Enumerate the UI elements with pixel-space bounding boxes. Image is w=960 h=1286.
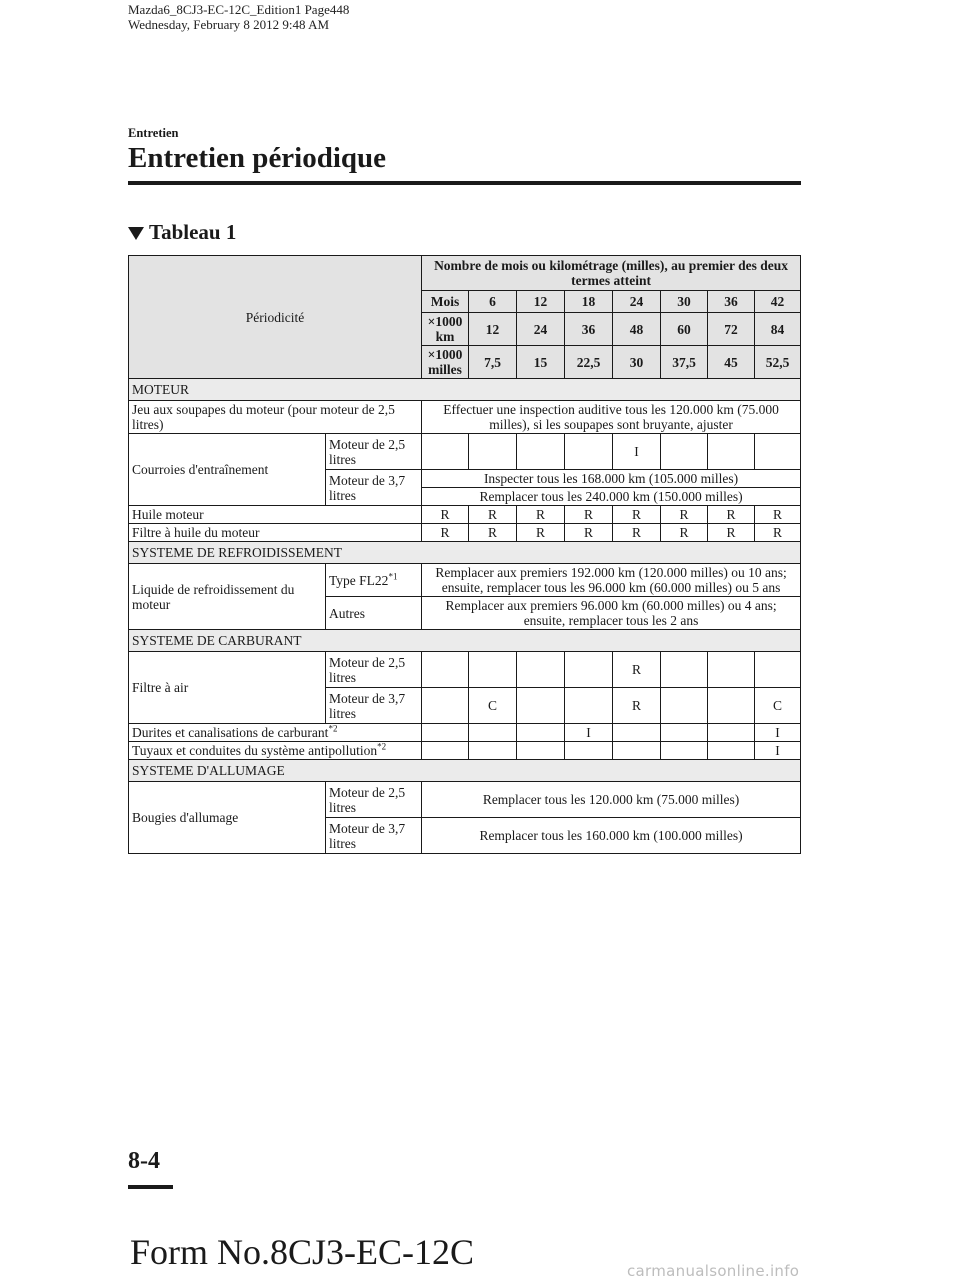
- category-carburant: SYSTEME DE CARBURANT: [129, 630, 801, 652]
- header-cell: 30: [613, 346, 661, 379]
- row-filtre-air-25: [129, 652, 801, 688]
- title-rule: [128, 181, 801, 185]
- autres-label: Autres: [326, 597, 422, 630]
- category-row-carburant: [129, 630, 801, 652]
- huile-moteur-label: Huile moteur: [129, 506, 422, 524]
- header-cell: 6: [469, 291, 517, 313]
- tuyaux-text: Tuyaux et conduites du système antipollution: [132, 743, 378, 758]
- header-label-km: ×1000 km: [422, 313, 469, 346]
- durites-mark: I: [755, 724, 801, 742]
- filtre-huile-mark: R: [708, 524, 755, 542]
- huile-mark: R: [661, 506, 708, 524]
- header-cell: 60: [661, 313, 708, 346]
- interval-cell: [517, 434, 565, 470]
- moteur-25-label: Moteur de 2,5 litres: [326, 434, 422, 470]
- huile-mark: R: [517, 506, 565, 524]
- interval-cell: [565, 652, 613, 688]
- courroies-25-mark: I: [613, 434, 661, 470]
- huile-mark: R: [613, 506, 661, 524]
- row-jeu-soupapes: [129, 401, 801, 434]
- header-cell: 24: [613, 291, 661, 313]
- bougies-label: Bougies d'allumage: [129, 782, 326, 854]
- header-cell: 7,5: [469, 346, 517, 379]
- interval-cell: [661, 434, 708, 470]
- table-heading-text: Tableau 1: [149, 220, 237, 244]
- header-cell: 18: [565, 291, 613, 313]
- bougies-37-instruction: Remplacer tous les 160.000 km (100.000 milles): [422, 818, 801, 854]
- filtre-huile-mark: R: [613, 524, 661, 542]
- category-row-moteur: [129, 379, 801, 401]
- moteur-37-label: Moteur de 3,7 litres: [326, 688, 422, 724]
- header-label-mois: Mois: [422, 291, 469, 313]
- header-cell: 22,5: [565, 346, 613, 379]
- huile-mark: R: [565, 506, 613, 524]
- header-cell: 45: [708, 346, 755, 379]
- tuyaux-mark: I: [755, 742, 801, 760]
- autres-instruction: Remplacer aux premiers 96.000 km (60.000 milles) ou 4 ans; ensuite, remplacer tous les 2 ans: [422, 597, 801, 630]
- moteur-25-label: Moteur de 2,5 litres: [326, 782, 422, 818]
- footnote-2: *2: [328, 723, 338, 734]
- row-courroies-25: [129, 434, 801, 470]
- filtre-air-37-mark: C: [469, 688, 517, 724]
- periodicite-cell: Périodicité: [129, 256, 422, 379]
- category-row-refroidissement: [129, 542, 801, 564]
- row-tuyaux: [129, 742, 801, 760]
- watermark: carmanualsonline.info: [627, 1262, 800, 1280]
- footnote-1: *1: [388, 571, 398, 581]
- interval-cell: [613, 724, 661, 742]
- header-cell: 84: [755, 313, 801, 346]
- header-cell: 37,5: [661, 346, 708, 379]
- filtre-huile-label: Filtre à huile du moteur: [129, 524, 422, 542]
- durites-label: [129, 724, 422, 742]
- filtre-huile-mark: R: [755, 524, 801, 542]
- interval-cell: [422, 434, 469, 470]
- category-refroidissement: SYSTEME DE REFROIDISSEMENT: [129, 542, 801, 564]
- interval-cell: [708, 688, 755, 724]
- interval-cell: [469, 724, 517, 742]
- interval-cell: [661, 652, 708, 688]
- interval-cell: [565, 742, 613, 760]
- durites-text: Durites et canalisations de carburant: [132, 725, 329, 740]
- print-header: [128, 2, 349, 32]
- filtre-huile-mark: R: [422, 524, 469, 542]
- footnote-2: *2: [377, 741, 387, 752]
- filtre-huile-mark: R: [565, 524, 613, 542]
- huile-mark: R: [422, 506, 469, 524]
- page-number-rule: [128, 1185, 173, 1189]
- category-row-allumage: [129, 760, 801, 782]
- courroies-37-inspect: Inspecter tous les 168.000 km (105.000 milles): [422, 470, 801, 488]
- filtre-huile-mark: R: [517, 524, 565, 542]
- interval-cell: [422, 652, 469, 688]
- type-fl22-label: [326, 564, 422, 597]
- interval-cell: [708, 652, 755, 688]
- jeu-soupapes-label: Jeu aux soupapes du moteur (pour moteur de 2,5 litres): [129, 401, 422, 434]
- moteur-37-label: Moteur de 3,7 litres: [326, 818, 422, 854]
- header-cell: 12: [469, 313, 517, 346]
- filtre-air-25-mark: R: [613, 652, 661, 688]
- interval-cell: [613, 742, 661, 760]
- header-cell: 48: [613, 313, 661, 346]
- interval-cell: [422, 688, 469, 724]
- interval-cell: [469, 742, 517, 760]
- header-cell: 52,5: [755, 346, 801, 379]
- maintenance-table: [128, 255, 801, 854]
- interval-cell: [517, 742, 565, 760]
- table-heading: [128, 220, 236, 245]
- jeu-soupapes-instruction: Effectuer une inspection auditive tous les 120.000 km (75.000 milles), si les soupapes sont bruyante, ajuster: [422, 401, 801, 434]
- row-filtre-huile: [129, 524, 801, 542]
- moteur-37-label: Moteur de 3,7 litres: [326, 470, 422, 506]
- section-label: Entretien: [128, 126, 179, 140]
- row-durites: [129, 724, 801, 742]
- filtre-air-37-mark: C: [755, 688, 801, 724]
- category-moteur: MOTEUR: [129, 379, 801, 401]
- row-huile-moteur: [129, 506, 801, 524]
- header-cell: 36: [565, 313, 613, 346]
- tuyaux-label: [129, 742, 422, 760]
- header-cell: 24: [517, 313, 565, 346]
- page-number: 8-4: [128, 1148, 160, 1174]
- header-row-interval: [129, 256, 801, 291]
- header-cell: 30: [661, 291, 708, 313]
- header-cell: 42: [755, 291, 801, 313]
- interval-header-cell: Nombre de mois ou kilométrage (milles), au premier des deux termes atteint: [422, 256, 801, 291]
- bougies-25-instruction: Remplacer tous les 120.000 km (75.000 milles): [422, 782, 801, 818]
- row-bougies-25: [129, 782, 801, 818]
- interval-cell: [517, 724, 565, 742]
- interval-cell: [755, 652, 801, 688]
- interval-cell: [517, 688, 565, 724]
- courroies-label: Courroies d'entraînement: [129, 434, 326, 506]
- interval-cell: [708, 724, 755, 742]
- interval-cell: [708, 742, 755, 760]
- header-cell: 15: [517, 346, 565, 379]
- liquide-label: Liquide de refroidissement du moteur: [129, 564, 326, 630]
- interval-cell: [422, 742, 469, 760]
- print-header-date: Wednesday, February 8 2012 9:48 AM: [128, 17, 330, 32]
- courroies-37-replace: Remplacer tous les 240.000 km (150.000 milles): [422, 488, 801, 506]
- category-allumage: SYSTEME D'ALLUMAGE: [129, 760, 801, 782]
- interval-cell: [661, 724, 708, 742]
- huile-mark: R: [469, 506, 517, 524]
- interval-cell: [661, 688, 708, 724]
- interval-cell: [661, 742, 708, 760]
- interval-cell: [755, 434, 801, 470]
- header-cell: 12: [517, 291, 565, 313]
- fl22-instruction: Remplacer aux premiers 192.000 km (120.000 milles) ou 10 ans; ensuite, remplacer tous les 96.000 km (60.000 milles) ou 5 ans: [422, 564, 801, 597]
- header-cell: 36: [708, 291, 755, 313]
- interval-cell: [708, 434, 755, 470]
- type-fl22-text: Type FL22: [329, 572, 389, 588]
- interval-cell: [469, 652, 517, 688]
- filtre-air-37-mark: R: [613, 688, 661, 724]
- interval-cell: [565, 434, 613, 470]
- durites-mark: I: [565, 724, 613, 742]
- form-number: Form No.8CJ3-EC-12C: [130, 1232, 475, 1272]
- huile-mark: R: [755, 506, 801, 524]
- row-liquide-fl22: [129, 564, 801, 597]
- header-cell: 72: [708, 313, 755, 346]
- interval-cell: [565, 688, 613, 724]
- filtre-huile-mark: R: [469, 524, 517, 542]
- moteur-25-label: Moteur de 2,5 litres: [326, 652, 422, 688]
- triangle-down-icon: [128, 227, 144, 240]
- interval-cell: [422, 724, 469, 742]
- print-header-file: Mazda6_8CJ3-EC-12C_Edition1 Page448: [128, 2, 350, 17]
- huile-mark: R: [708, 506, 755, 524]
- header-label-milles: ×1000 milles: [422, 346, 469, 379]
- interval-cell: [517, 652, 565, 688]
- page-title: Entretien périodique: [128, 142, 387, 174]
- filtre-air-label: Filtre à air: [129, 652, 326, 724]
- filtre-huile-mark: R: [661, 524, 708, 542]
- interval-cell: [469, 434, 517, 470]
